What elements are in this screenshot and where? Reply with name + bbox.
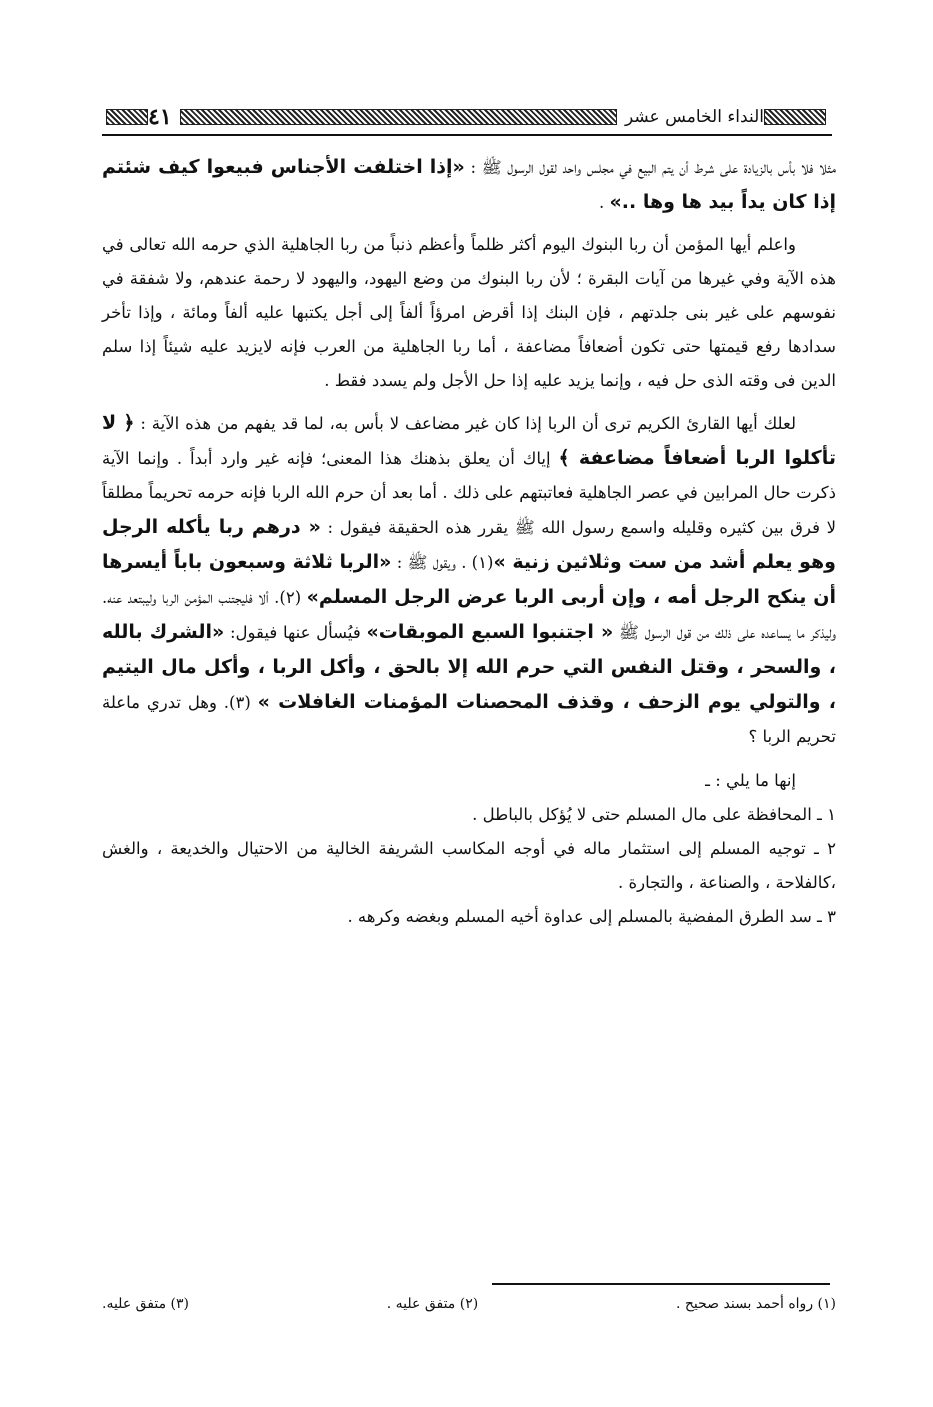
hadith-quote: « اجتنبوا السبع الموبقات» [366, 621, 614, 643]
header-ornament-left [106, 109, 148, 125]
footnote-2: (٢) متفق عليه . [386, 1296, 479, 1312]
reasons-list [102, 764, 836, 934]
paragraph-2: واعلم أيها المؤمن أن ربا البنوك اليوم أكثر ظلماً وأعظم ذنباً من ربا الجاهلية الذي حرمه الله تعالى في هذه الآية وفي غيرها من آيات البقرة ؛ لأن ربا البنوك من وضع اليهود، واليهود لا رحمة عندهم، ولا شفقة في نفوسهم على غير بنى جلدتهم ، فإن البنك إذا أقرض امرؤاً ألفاً إلى أجل يكتبها عليه ألفاً ومائة ، وإذا تأخر سدادها رفع قيمتها حتى تكون أضعافاً مضاعفة ، أما ربا الجاهلية من العرب فإنه لايزيد عليه شيئاً إذا سلم الدين فى وقته الذى حل فيه ، وإنما يزيد عليه إذا حل الأجل ولم يسدد فقط . [102, 235, 836, 390]
text-run: (٣). وهل تدري ماعلة تحريم الربا ؟ [102, 693, 836, 746]
header-ornament-middle [180, 109, 617, 125]
list-item: ٣ ـ سد الطرق المفضية بالمسلم إلى عداوة أخيه المسلم وبغضه وكرهه . [347, 907, 836, 926]
paragraph-3 [102, 406, 836, 754]
footnotes [102, 1296, 836, 1312]
page-number: ٤١ [148, 104, 172, 130]
hadith-quote: « درهم ربا يأكله الرجل وهو يعلم أشد من ست وثلاثين زنية » [102, 516, 836, 573]
text-run: إياك أن يعلق بذهنك هذا المعنى؛ فإنه غير وارد أبداً . وإنما الآية ذكرت حال المرابين في عصر الجاهلية فعاتبتهم على ذلك . أما بعد أن حرم الله الربا فإنه حرمه تحريماً مطلقاً لا فرق بين كثيره وقليله واسمع رسول الله ﷺ يقرر هذه الحقيقة فيقول : [102, 449, 836, 537]
footnote-ref: (١) . ويقول ﷺ : [391, 553, 494, 572]
header-rule [102, 134, 832, 136]
text-run: مثلا فلا بأس بالزيادة على شرط أن يتم البيع في مجلس واحد لقول الرسول ﷺ : [464, 158, 836, 177]
quran-quote: ﴿ لا تأكلوا الربا أضعافاً مضاعفة ﴾ [102, 412, 836, 469]
text-run: لعلك أيها القارئ الكريم ترى أن الربا إذا كان غير مضاعف لا بأس به، لما قد يفهم من هذه الآية : [134, 414, 796, 433]
hadith-quote: «الشرك بالله ، والسحر ، وقتل النفس التي حرم الله إلا بالحق ، وأكل الربا ، وأكل مال اليتيم ، والتولي يوم الزحف ، وقذف المحصنات المؤمنات الغافلات » [102, 621, 836, 713]
text-run: (٢). ألا فليجتنب المؤمن الربا وليبتعد عنه. وليذكر ما يساعده على ذلك من قول الرسول ﷺ [102, 588, 836, 642]
running-title: النداء الخامس عشر [624, 107, 764, 127]
paragraph-1 [102, 150, 836, 220]
page-header [102, 100, 832, 134]
footnote-3: (٣) متفق عليه. [102, 1296, 190, 1312]
text-run: . [599, 193, 610, 212]
body-text [102, 150, 836, 934]
footnote-1: (١) رواه أحمد بسند صحيح . [675, 1296, 836, 1312]
header-ornament-right [764, 109, 826, 125]
hadith-quote: «إذا اختلفت الأجناس فبيعوا كيف شئتم إذا كان يداً بيد ها وها ..» [102, 156, 836, 213]
hadith-quote: «الربا ثلاثة وسبعون باباً أيسرها أن ينكح الرجل أمه ، وإن أربى الربا عرض الرجل المسلم» [102, 551, 836, 608]
list-item: ٢ ـ توجيه المسلم إلى استثمار ماله في أوجه المكاسب الشريفة الخالية من الاحتيال والخديعة ، والغش ،كالفلاحة ، والصناعة ، والتجارة . [102, 839, 836, 892]
text-run: فيُسأل عنها فيقول: [224, 623, 367, 642]
list-intro: إنها ما يلي : ـ [705, 771, 796, 790]
list-item: ١ ـ المحافظة على مال المسلم حتى لا يُؤكل بالباطل . [472, 805, 836, 824]
footnote-rule [492, 1283, 830, 1285]
